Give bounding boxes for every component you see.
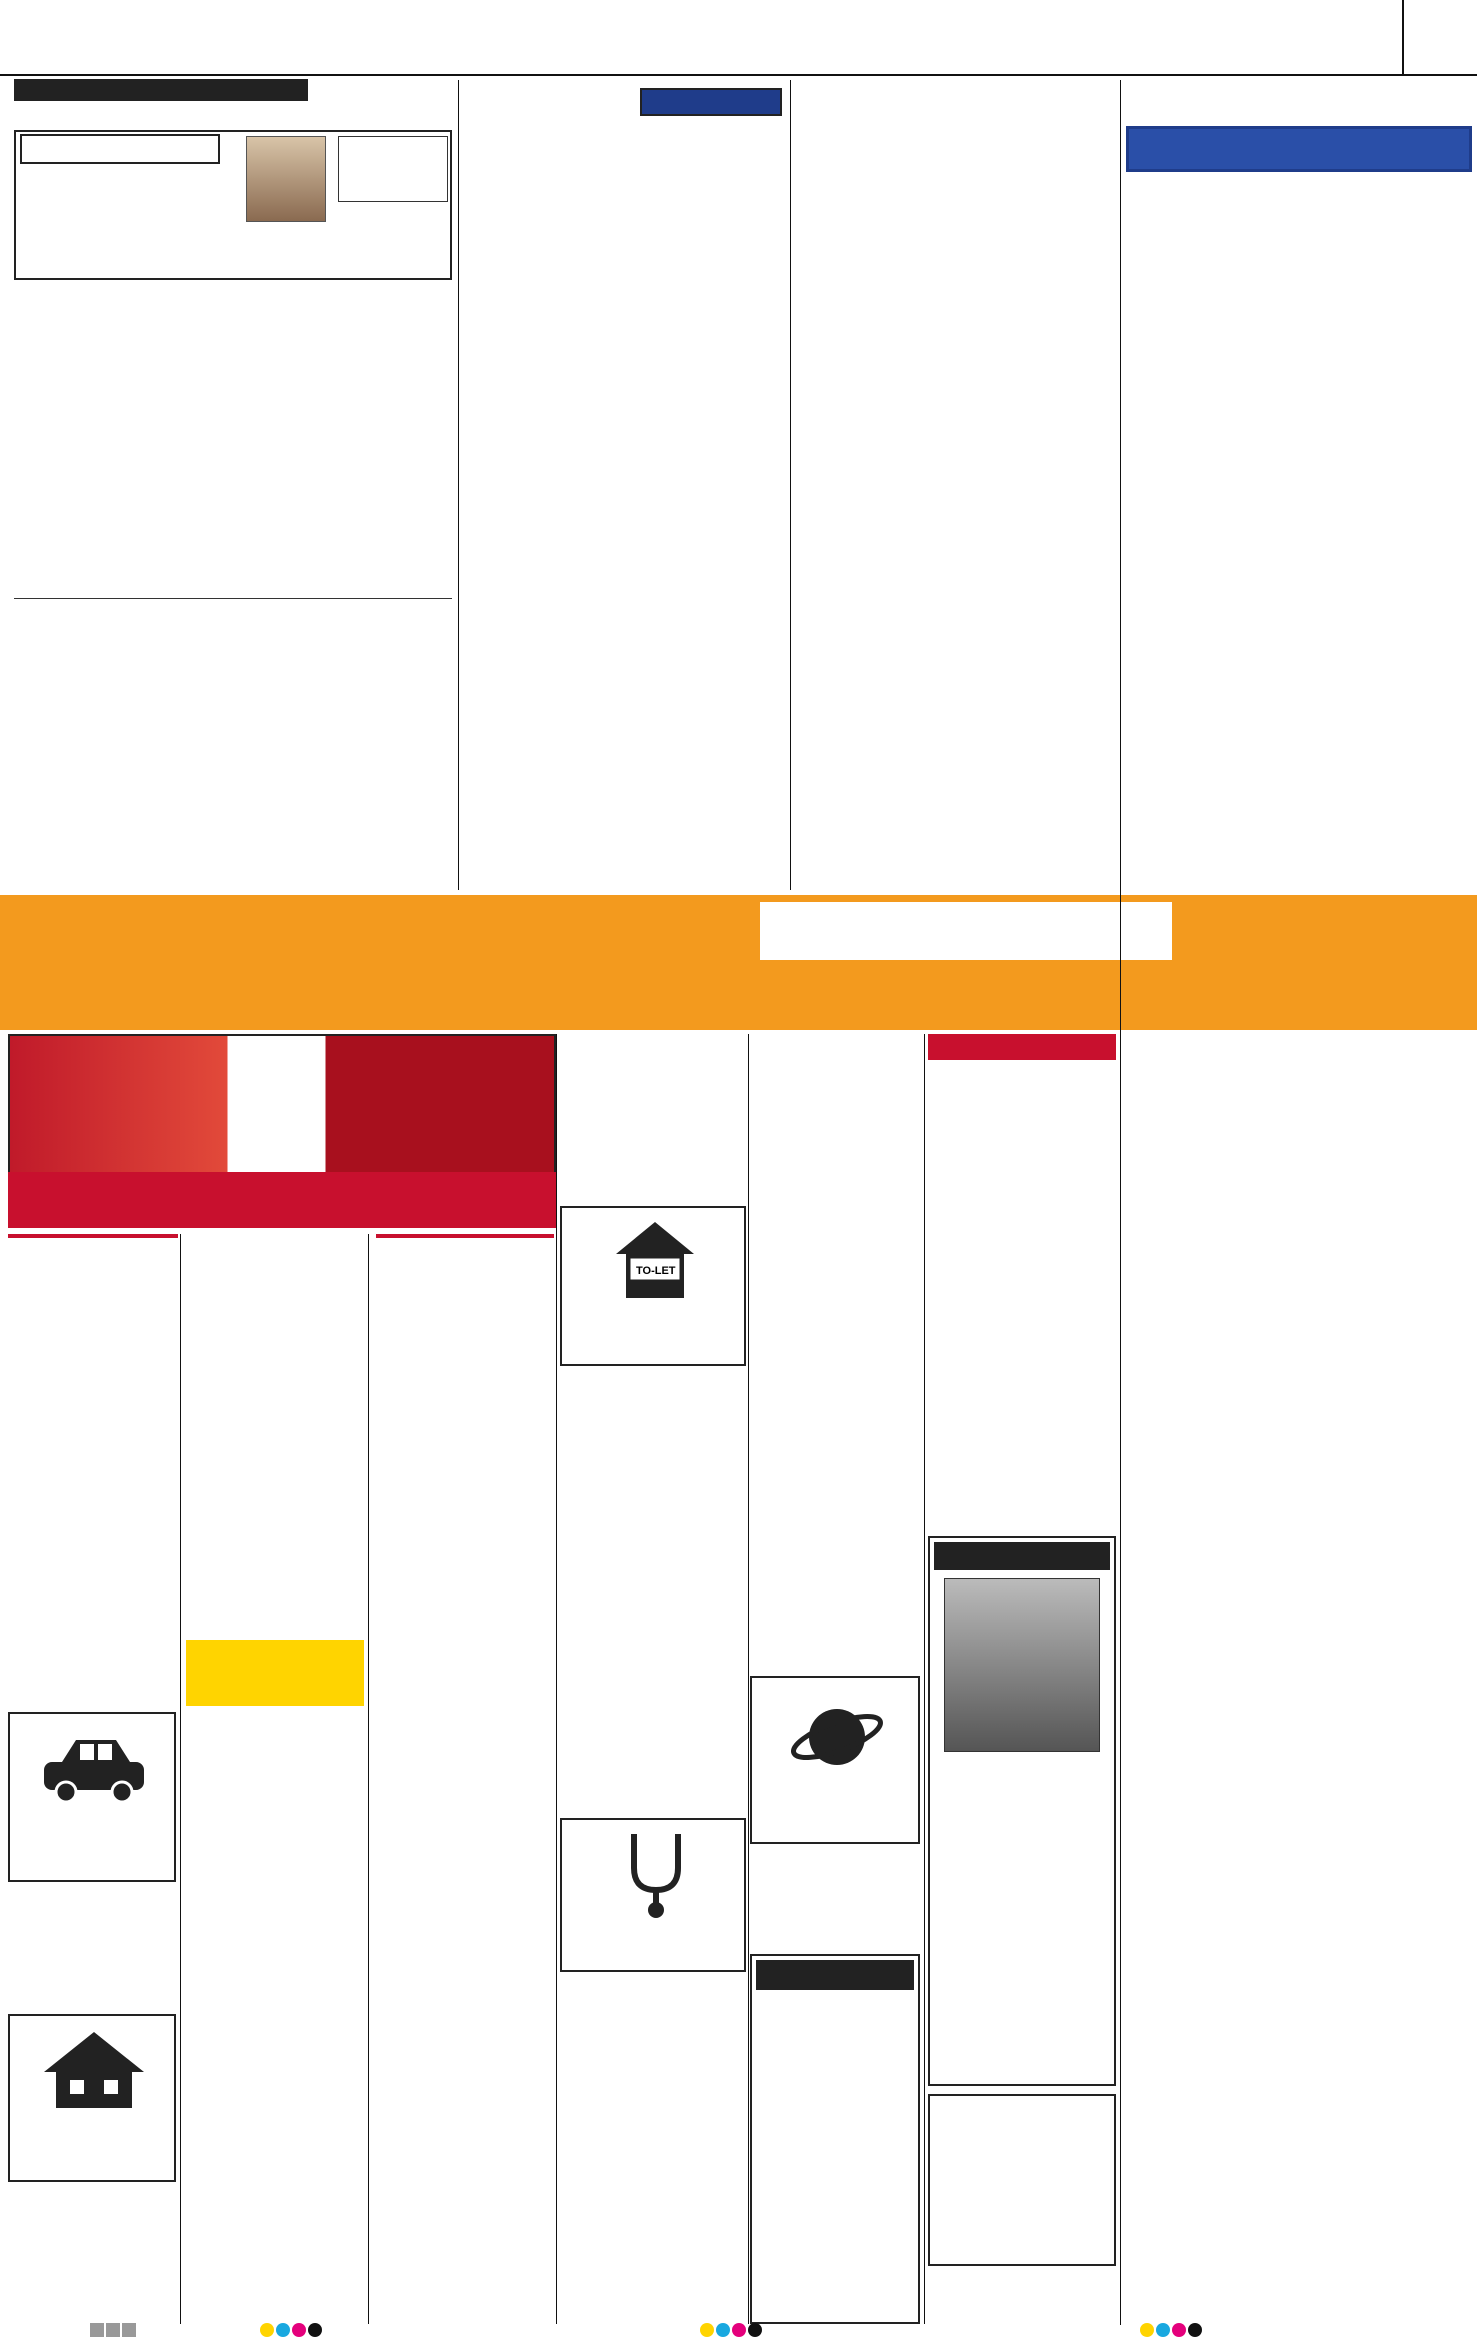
classified-ad: [376, 1388, 554, 1506]
everyday-label: [760, 902, 1172, 960]
classified-ad: [8, 1262, 176, 1376]
matrimonial-title: [8, 1172, 556, 1228]
notice-text: [760, 2000, 910, 2310]
missing-person-photo: [944, 1578, 1100, 1752]
house-icon: [40, 2028, 148, 2112]
planet-icon: [788, 1692, 886, 1782]
classified-ad: [750, 1260, 920, 1378]
article-sports: [796, 720, 1116, 890]
registration-marks-left: [90, 2322, 138, 2338]
article-mining: [466, 812, 784, 892]
tolet-house-icon: [612, 1218, 698, 1302]
classified-ad: [750, 1488, 920, 1574]
greeting-box: [928, 2094, 1116, 2266]
astrology-ad: [750, 1852, 920, 1942]
classified-ad: [186, 1540, 364, 1652]
classified-ad: [560, 1985, 746, 2061]
now-matrimonial-box: [186, 1640, 364, 1706]
classified-ad: [186, 1378, 364, 1446]
dateline: [14, 79, 308, 101]
birthday-box: [14, 130, 452, 280]
affidavit-header: [928, 1034, 1116, 1060]
astrology-box: [750, 1676, 920, 1844]
classified-ad: [186, 1876, 364, 2116]
automobile-box: [8, 1712, 176, 1882]
classified-ad: [376, 1262, 554, 1382]
classified-ad: [376, 1916, 554, 1990]
article-november: [796, 226, 1116, 646]
notice-title: [756, 1960, 914, 1990]
col-divider-7: [458, 80, 459, 890]
article-srinagar: [466, 122, 784, 780]
classified-ad: [376, 2118, 554, 2228]
classified-ad: [376, 1996, 554, 2112]
color-dots-1: [260, 2322, 324, 2341]
notice-box: [750, 1954, 920, 2324]
classified-ad: [560, 2066, 746, 2124]
color-dots-3: [1140, 2322, 1204, 2341]
col-divider-2: [368, 1234, 369, 2324]
col-divider-3: [556, 1034, 557, 2324]
classified-ad: [186, 1238, 364, 1372]
birthday-title: [20, 134, 220, 164]
realestate-ad: [8, 2210, 176, 2320]
photo-note: [338, 136, 448, 202]
healthcare-box: [560, 1818, 746, 1972]
col-divider-4: [748, 1034, 749, 2324]
classified-ad: [560, 1580, 746, 1776]
article-identify: [14, 636, 452, 886]
missing-box: [928, 1536, 1116, 2086]
classified-ad: [750, 1384, 920, 1482]
col-divider-5: [924, 1034, 925, 2324]
article-us-consul: [14, 326, 452, 596]
bride-wanted-header: [8, 1234, 178, 1238]
almanac: [1128, 2175, 1470, 2325]
masthead-rule: [0, 74, 1477, 76]
svg-text:TO-LET: TO-LET: [636, 1265, 676, 1277]
classified-ad: [560, 2202, 746, 2282]
classified-ad: [376, 1512, 554, 1610]
classified-ad: [376, 1710, 554, 1830]
classified-ad: [560, 1034, 746, 1188]
automobile-ad: [8, 1910, 176, 2004]
classified-ad: [560, 1374, 746, 1472]
front-page-banner: [640, 88, 782, 116]
tolet-box: [560, 1206, 746, 1366]
classified-ad: [186, 1768, 364, 1870]
horoscope-title: [1126, 126, 1472, 172]
col-divider-8: [790, 80, 791, 890]
classified-ad: [376, 1836, 554, 1910]
col-divider-6: [1120, 80, 1121, 2325]
col-divider-1: [180, 1234, 181, 2324]
classified-ad: [750, 1034, 920, 1150]
article-cont-top: [796, 90, 1116, 190]
classified-ad: [186, 1452, 364, 1534]
missing-text: [936, 1760, 1110, 2032]
article-divider: [14, 598, 452, 599]
groom-wanted-header: [376, 1234, 554, 1238]
car-icon: [40, 1734, 148, 1804]
section-divider: [1402, 0, 1404, 74]
classified-ad: [8, 1382, 176, 1530]
realestate-box: [8, 2014, 176, 2182]
classified-ad: [186, 2122, 364, 2236]
classified-ad: [186, 1710, 364, 1762]
color-dots-2: [700, 2322, 764, 2341]
classified-ad: [8, 1536, 176, 1684]
classified-ad: [560, 1480, 746, 1574]
classified-ad: [750, 1156, 920, 1254]
missing-title: [934, 1542, 1110, 1570]
classified-ad: [750, 1580, 920, 1678]
stethoscope-icon: [616, 1828, 696, 1918]
classifieds-banner: [0, 895, 1477, 1030]
baby-photo: [246, 136, 326, 222]
classified-ad: [560, 2129, 746, 2197]
